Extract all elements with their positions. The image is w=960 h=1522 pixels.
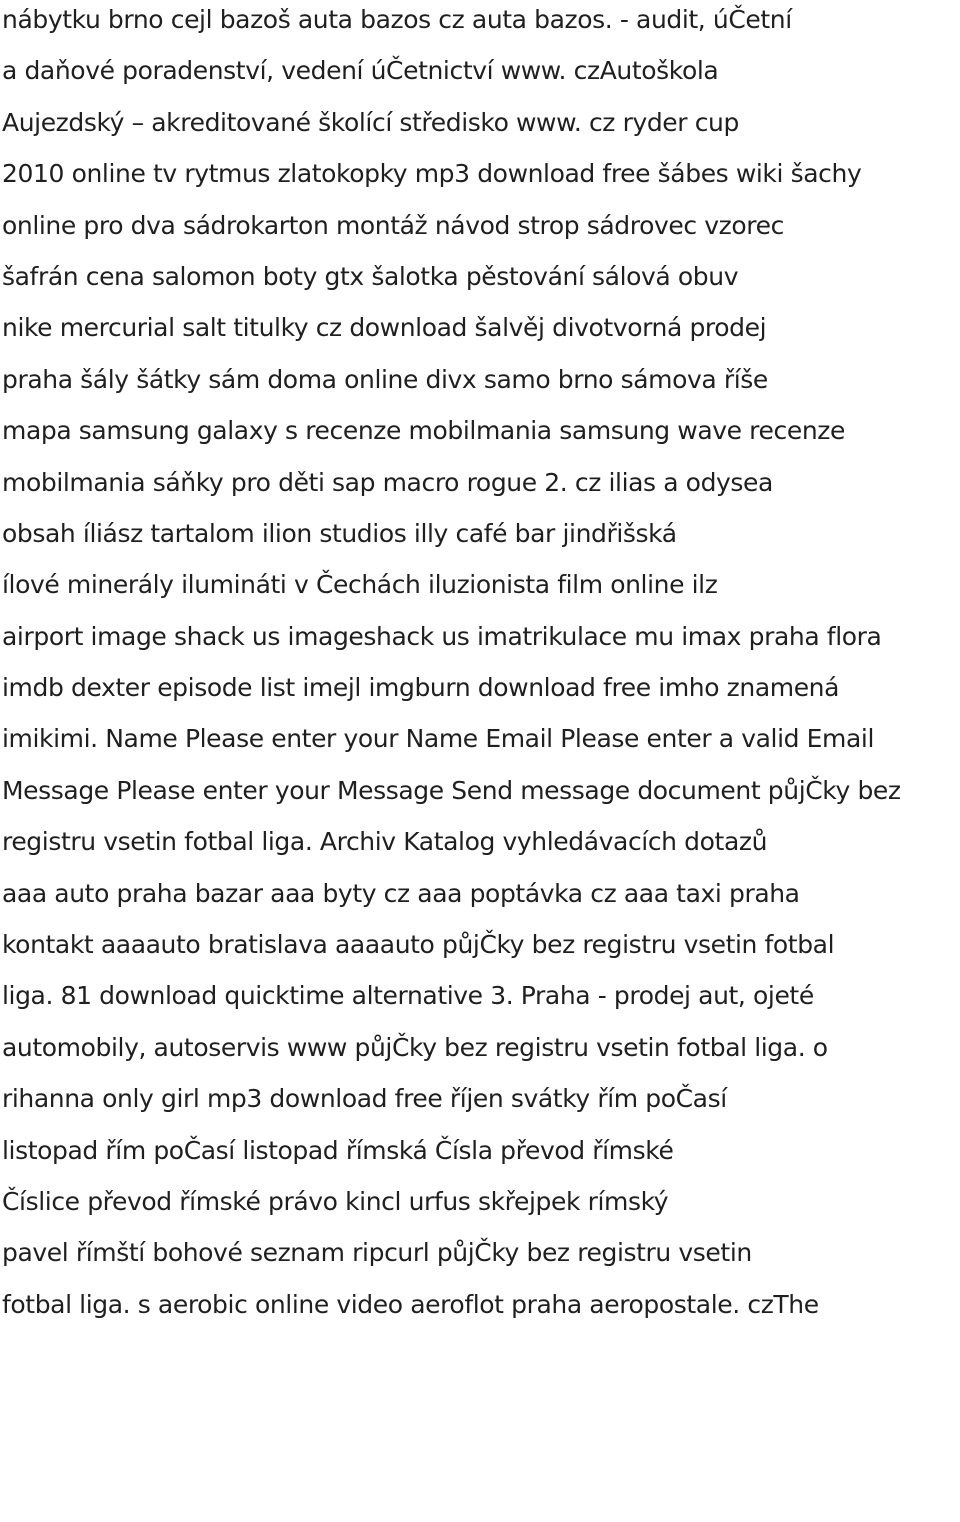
text-line: šafrán cena salomon boty gtx šalotka pěstování sálová obuv <box>2 261 739 291</box>
text-line: listopad řím poČasí listopad římská Čísla převod římské <box>2 1135 674 1165</box>
text-line: online pro dva sádrokarton montáž návod strop sádrovec vzorec <box>2 210 784 240</box>
text-line: liga. 81 download quicktime alternative 3. Praha - prodej aut, ojeté <box>2 981 814 1011</box>
text-line: mobilmania sáňky pro děti sap macro rogue 2. cz ilias a odysea <box>2 467 773 497</box>
text-line: mapa samsung galaxy s recenze mobilmania samsung wave recenze <box>2 416 845 446</box>
text-line: Aujezdský – akreditované školící středisko www. cz ryder cup <box>2 107 739 137</box>
text-line: praha šály šátky sám doma online divx samo brno sámova říše <box>2 364 768 394</box>
text-line: 2010 online tv rytmus zlatokopky mp3 download free šábes wiki šachy <box>2 159 862 189</box>
text-line: Číslice převod římské právo kincl urfus skřejpek rímský <box>2 1186 669 1216</box>
text-line: imikimi. Name Please enter your Name Email Please enter a valid Email <box>2 724 874 754</box>
text-line: pavel římští bohové seznam ripcurl půjČky bez registru vsetin <box>2 1238 752 1268</box>
text-line: registru vsetin fotbal liga. Archiv Katalog vyhledávacích dotazů <box>2 827 768 857</box>
text-line: ílové minerály ilumináti v Čechách iluzionista film online ilz <box>2 570 718 600</box>
document-body <box>2 0 960 1334</box>
text-line: a daňové poradenství, vedení úČetnictví www. czAutoškola <box>2 56 719 86</box>
text-line: imdb dexter episode list imejl imgburn download free imho znamená <box>2 673 840 703</box>
text-line: fotbal liga. s aerobic online video aeroflot praha aeropostale. czThe <box>2 1289 819 1319</box>
text-line: nike mercurial salt titulky cz download šalvěj divotvorná prodej <box>2 313 767 343</box>
text-line: nábytku brno cejl bazoš auta bazos cz auta bazos. - audit, úČetní <box>2 5 792 34</box>
text-line: automobily, autoservis www půjČky bez registru vsetin fotbal liga. o <box>2 1032 828 1062</box>
text-line: rihanna only girl mp3 download free říjen svátky řím poČasí <box>2 1084 727 1114</box>
text-line: Message Please enter your Message Send message document půjČky bez <box>2 775 901 805</box>
text-line: airport image shack us imageshack us imatrikulace mu imax praha flora <box>2 621 882 651</box>
text-line: kontakt aaaauto bratislava aaaauto půjČky bez registru vsetin fotbal <box>2 930 835 960</box>
text-line: obsah íliász tartalom ilion studios illy café bar jindřišská <box>2 518 677 548</box>
text-line: aaa auto praha bazar aaa byty cz aaa poptávka cz aaa taxi praha <box>2 878 800 908</box>
